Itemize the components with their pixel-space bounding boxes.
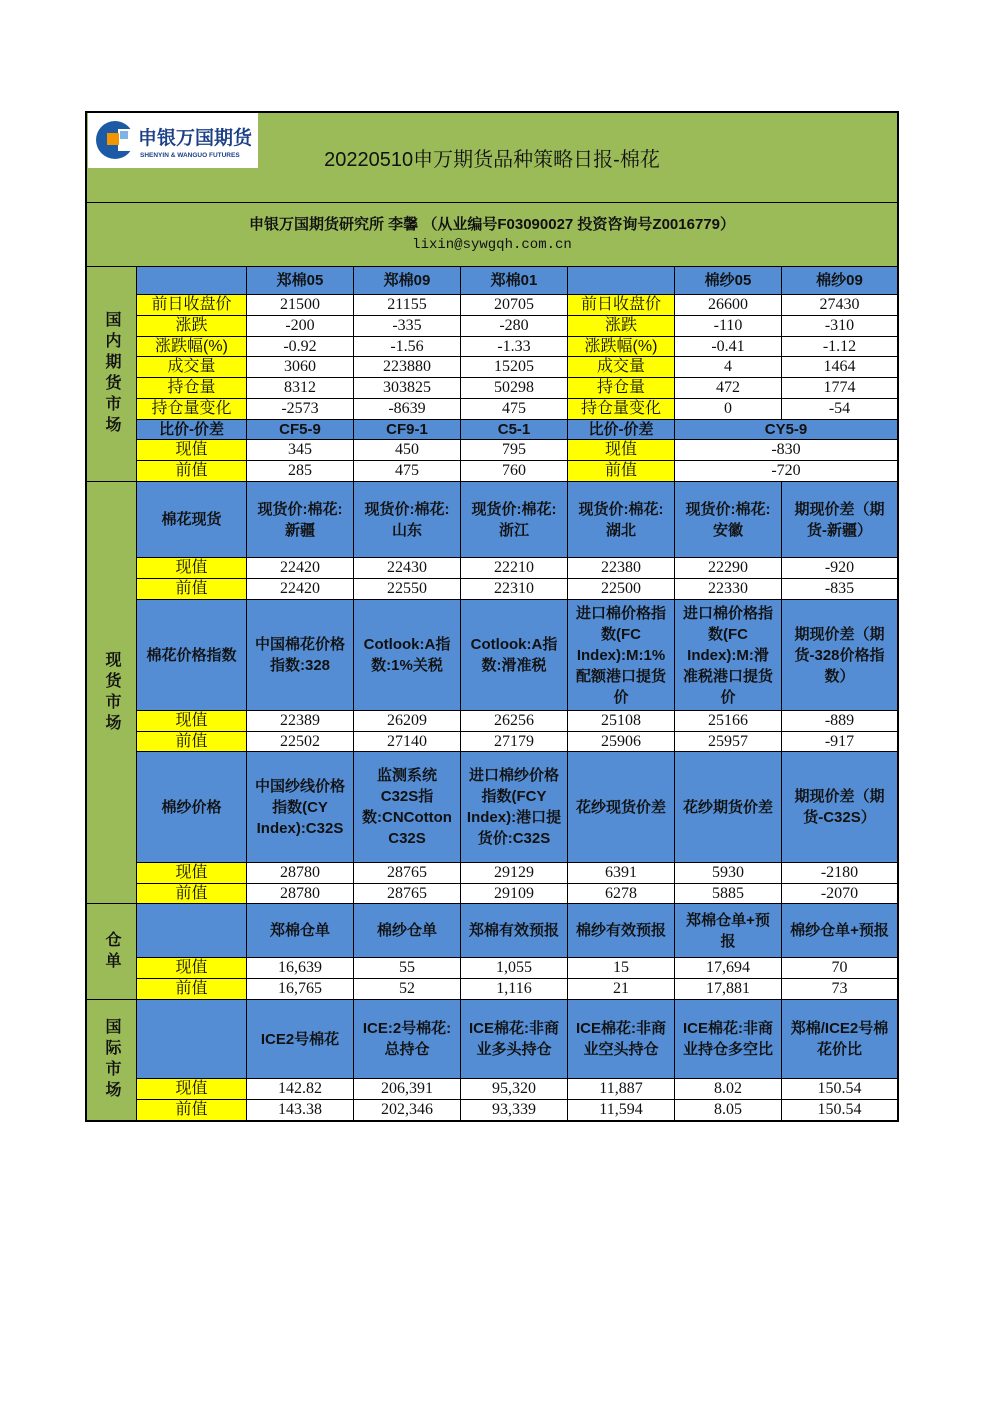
futures-value-cell: 8312	[247, 378, 353, 398]
spot-row-label: 前值	[137, 579, 246, 599]
spot-value-cell: 22290	[675, 558, 781, 578]
futures-value-cell: -200	[247, 316, 353, 336]
section-label-text: 国际市场	[103, 1018, 120, 1102]
spot-column-header: 期现价差（期货-C32S）	[782, 752, 897, 862]
futures-contract-header: 棉纱05	[675, 267, 781, 294]
spot-column-header: 现货价:棉花:新疆	[247, 482, 353, 557]
spot-block-title: 棉花现货	[137, 482, 246, 557]
warehouse-value-cell: 52	[354, 979, 460, 999]
spread-value-cell: 450	[354, 440, 460, 460]
spot-row-label: 前值	[137, 884, 246, 903]
warehouse-value-cell: 1,055	[461, 958, 567, 978]
spread-row-label: 前值	[137, 461, 246, 481]
warehouse-value-cell: 70	[782, 958, 897, 978]
spot-value-cell: -835	[782, 579, 897, 599]
spot-column-header: 中国棉花价格指数:328	[247, 600, 353, 710]
futures-value-cell: -0.92	[247, 337, 353, 356]
futures-contract-header: 棉纱09	[782, 267, 897, 294]
section-label-futures	[87, 267, 136, 481]
international-row-label: 前值	[137, 1100, 246, 1120]
international-value-cell: 206,391	[354, 1079, 460, 1099]
futures-row-label: 持仓量变化	[568, 399, 674, 419]
international-value-cell: 150.54	[782, 1100, 897, 1120]
warehouse-row-label: 前值	[137, 979, 246, 999]
futures-value-cell: 21155	[354, 295, 460, 315]
warehouse-value-cell: 1,116	[461, 979, 567, 999]
international-value-cell: 95,320	[461, 1079, 567, 1099]
warehouse-row-label: 现值	[137, 958, 246, 978]
futures-value-cell: 50298	[461, 378, 567, 398]
warehouse-column-header: 棉纱有效预报	[568, 904, 674, 957]
spot-column-header: 现货价:棉花:湖北	[568, 482, 674, 557]
spot-value-cell: 22502	[247, 732, 353, 751]
spot-row-label: 现值	[137, 558, 246, 578]
international-value-cell: 8.05	[675, 1100, 781, 1120]
futures-contract-header: 郑棉09	[354, 267, 460, 294]
spread-value-cell: 345	[247, 440, 353, 460]
author-bar	[87, 203, 897, 266]
section-label-spot	[87, 482, 136, 903]
futures-row-label: 涨跌	[137, 316, 246, 336]
spot-value-cell: 22500	[568, 579, 674, 599]
spot-value-cell: -889	[782, 711, 897, 731]
spot-value-cell: 28765	[354, 863, 460, 883]
spot-value-cell: 25957	[675, 732, 781, 751]
futures-value-cell: -8639	[354, 399, 460, 419]
spread-row-label: 前值	[568, 461, 674, 481]
futures-value-cell: -280	[461, 316, 567, 336]
spot-value-cell: 22550	[354, 579, 460, 599]
spot-row-label: 现值	[137, 711, 246, 731]
author-line: 申银万国期货研究所 李馨 （从业编号F03090027 投资咨询号Z0016779）	[249, 215, 735, 233]
futures-value-cell: 472	[675, 378, 781, 398]
international-header-blank	[137, 1000, 246, 1078]
futures-value-cell: 475	[461, 399, 567, 419]
spot-column-header: 期现价差（期货-新疆）	[782, 482, 897, 557]
warehouse-value-cell: 17,881	[675, 979, 781, 999]
spot-value-cell: -917	[782, 732, 897, 751]
spot-value-cell: -2180	[782, 863, 897, 883]
international-value-cell: 142.82	[247, 1079, 353, 1099]
spot-value-cell: 26256	[461, 711, 567, 731]
spot-column-header: 进口棉价格指数(FC Index):M:1%配额港口提货价	[568, 600, 674, 710]
futures-row-label: 涨跌幅(%)	[137, 337, 246, 356]
spot-value-cell: -2070	[782, 884, 897, 903]
international-value-cell: 11,594	[568, 1100, 674, 1120]
spread-value-cell: 795	[461, 440, 567, 460]
spot-value-cell: 5885	[675, 884, 781, 903]
spot-column-header: Cotlook:A指数:滑准税	[461, 600, 567, 710]
spot-value-cell: 22430	[354, 558, 460, 578]
international-column-header: ICE:2号棉花:总持仓	[354, 1000, 460, 1078]
futures-contract-header: 郑棉01	[461, 267, 567, 294]
futures-value-cell: -1.33	[461, 337, 567, 356]
futures-value-cell: 0	[675, 399, 781, 419]
spot-column-header: 期现价差（期货-328价格指数）	[782, 600, 897, 710]
spot-value-cell: 6391	[568, 863, 674, 883]
report-title-bar	[87, 113, 897, 202]
international-value-cell: 8.02	[675, 1079, 781, 1099]
section-label-text: 国内期货市场	[103, 311, 120, 437]
spot-column-header: Cotlook:A指数:1%关税	[354, 600, 460, 710]
spot-value-cell: 25906	[568, 732, 674, 751]
warehouse-column-header: 棉纱仓单+预报	[782, 904, 897, 957]
futures-row-label: 成交量	[568, 357, 674, 377]
spot-column-header: 现货价:棉花:安徽	[675, 482, 781, 557]
spot-column-header: 花纱现货价差	[568, 752, 674, 862]
futures-value-cell: -2573	[247, 399, 353, 419]
author-email: lixin@sywgqh.com.cn	[412, 236, 572, 253]
spot-value-cell: 27179	[461, 732, 567, 751]
futures-value-cell: 21500	[247, 295, 353, 315]
international-value-cell: 143.38	[247, 1100, 353, 1120]
international-row-label: 现值	[137, 1079, 246, 1099]
international-column-header: ICE棉花:非商业空头持仓	[568, 1000, 674, 1078]
spread-header-label: 比价-价差	[568, 420, 674, 439]
warehouse-value-cell: 15	[568, 958, 674, 978]
spot-column-header: 现货价:棉花:山东	[354, 482, 460, 557]
spot-column-header: 进口棉价格指数(FC Index):M:滑准税港口提货价	[675, 600, 781, 710]
report-table	[85, 111, 899, 1122]
futures-value-cell: -310	[782, 316, 897, 336]
futures-value-cell: -335	[354, 316, 460, 336]
warehouse-column-header: 棉纱仓单	[354, 904, 460, 957]
futures-value-cell: -1.12	[782, 337, 897, 356]
spot-value-cell: 26209	[354, 711, 460, 731]
spot-value-cell: 25108	[568, 711, 674, 731]
warehouse-value-cell: 16,639	[247, 958, 353, 978]
futures-value-cell: 223880	[354, 357, 460, 377]
spread-value-cell: -720	[675, 461, 897, 481]
international-value-cell: 11,887	[568, 1079, 674, 1099]
spread-row-label: 现值	[568, 440, 674, 460]
international-column-header: ICE棉花:非商业多头持仓	[461, 1000, 567, 1078]
spot-value-cell: 28780	[247, 884, 353, 903]
spot-value-cell: 22380	[568, 558, 674, 578]
futures-value-cell: -110	[675, 316, 781, 336]
warehouse-column-header: 郑棉仓单	[247, 904, 353, 957]
spot-value-cell: 28780	[247, 863, 353, 883]
logo-name-en: SHENYIN & WANGUO FUTURES	[140, 152, 240, 159]
spread-value-cell: 475	[354, 461, 460, 481]
futures-row-label: 涨跌	[568, 316, 674, 336]
futures-value-cell: 27430	[782, 295, 897, 315]
futures-value-cell: -54	[782, 399, 897, 419]
spread-row-label: 现值	[137, 440, 246, 460]
futures-value-cell: -1.56	[354, 337, 460, 356]
spread-header-label: 比价-价差	[137, 420, 246, 439]
futures-value-cell: 4	[675, 357, 781, 377]
spot-value-cell: 29129	[461, 863, 567, 883]
warehouse-value-cell: 21	[568, 979, 674, 999]
section-label-warehouse	[87, 904, 136, 999]
report-title: 20220510申万期货品种策略日报-棉花	[324, 149, 660, 171]
spread-pair-header: CY5-9	[675, 420, 897, 439]
section-label-international	[87, 1000, 136, 1120]
spot-column-header: 现货价:棉花:浙江	[461, 482, 567, 557]
spot-value-cell: 28765	[354, 884, 460, 903]
futures-value-cell: 1774	[782, 378, 897, 398]
spot-value-cell: 5930	[675, 863, 781, 883]
spot-column-header: 中国纱线价格指数(CY Index):C32S	[247, 752, 353, 862]
section-label-text: 仓单	[103, 930, 120, 973]
spread-value-cell: 760	[461, 461, 567, 481]
international-column-header: 郑棉/ICE2号棉花价比	[782, 1000, 897, 1078]
spot-value-cell: 22330	[675, 579, 781, 599]
futures-header-blank	[568, 267, 674, 294]
spot-value-cell: 27140	[354, 732, 460, 751]
spot-value-cell: 22420	[247, 579, 353, 599]
futures-row-label: 持仓量	[568, 378, 674, 398]
spot-column-header: 花纱期货价差	[675, 752, 781, 862]
warehouse-column-header: 郑棉仓单+预报	[675, 904, 781, 957]
international-value-cell: 150.54	[782, 1079, 897, 1099]
warehouse-value-cell: 55	[354, 958, 460, 978]
company-logo	[88, 113, 258, 168]
spot-value-cell: 22420	[247, 558, 353, 578]
futures-row-label: 持仓量	[137, 378, 246, 398]
spot-row-label: 前值	[137, 732, 246, 751]
futures-row-label: 前日收盘价	[568, 295, 674, 315]
spot-value-cell: 29109	[461, 884, 567, 903]
spot-column-header: 进口棉纱价格指数(FCY Index):港口提货价:C32S	[461, 752, 567, 862]
international-value-cell: 202,346	[354, 1100, 460, 1120]
futures-value-cell: 3060	[247, 357, 353, 377]
futures-row-label: 前日收盘价	[137, 295, 246, 315]
warehouse-column-header: 郑棉有效预报	[461, 904, 567, 957]
futures-row-label: 涨跌幅(%)	[568, 337, 674, 356]
futures-contract-header: 郑棉05	[247, 267, 353, 294]
spread-pair-header: CF9-1	[354, 420, 460, 439]
spread-pair-header: CF5-9	[247, 420, 353, 439]
warehouse-value-cell: 16,765	[247, 979, 353, 999]
spread-value-cell: 285	[247, 461, 353, 481]
spot-value-cell: 22210	[461, 558, 567, 578]
spot-value-cell: 6278	[568, 884, 674, 903]
international-value-cell: 93,339	[461, 1100, 567, 1120]
spread-value-cell: -830	[675, 440, 897, 460]
warehouse-value-cell: 17,694	[675, 958, 781, 978]
spot-value-cell: 22389	[247, 711, 353, 731]
futures-value-cell: 26600	[675, 295, 781, 315]
futures-value-cell: 20705	[461, 295, 567, 315]
spot-block-title: 棉纱价格	[137, 752, 246, 862]
futures-value-cell: 15205	[461, 357, 567, 377]
spot-block-title: 棉花价格指数	[137, 600, 246, 710]
spot-value-cell: 22310	[461, 579, 567, 599]
international-column-header: ICE2号棉花	[247, 1000, 353, 1078]
futures-row-label: 成交量	[137, 357, 246, 377]
spot-row-label: 现值	[137, 863, 246, 883]
warehouse-value-cell: 73	[782, 979, 897, 999]
spread-pair-header: C5-1	[461, 420, 567, 439]
warehouse-header-blank	[137, 904, 246, 957]
spot-column-header: 监测系统C32S指数:CNCotton C32S	[354, 752, 460, 862]
logo-name-cn: 申银万国期货	[138, 128, 253, 149]
logo-mark-icon	[95, 120, 135, 160]
futures-row-label: 持仓量变化	[137, 399, 246, 419]
spot-value-cell: -920	[782, 558, 897, 578]
futures-value-cell: 1464	[782, 357, 897, 377]
futures-header-blank	[137, 267, 246, 294]
international-column-header: ICE棉花:非商业持仓多空比	[675, 1000, 781, 1078]
futures-value-cell: 303825	[354, 378, 460, 398]
spot-value-cell: 25166	[675, 711, 781, 731]
futures-value-cell: -0.41	[675, 337, 781, 356]
section-label-text: 现货市场	[103, 650, 120, 735]
